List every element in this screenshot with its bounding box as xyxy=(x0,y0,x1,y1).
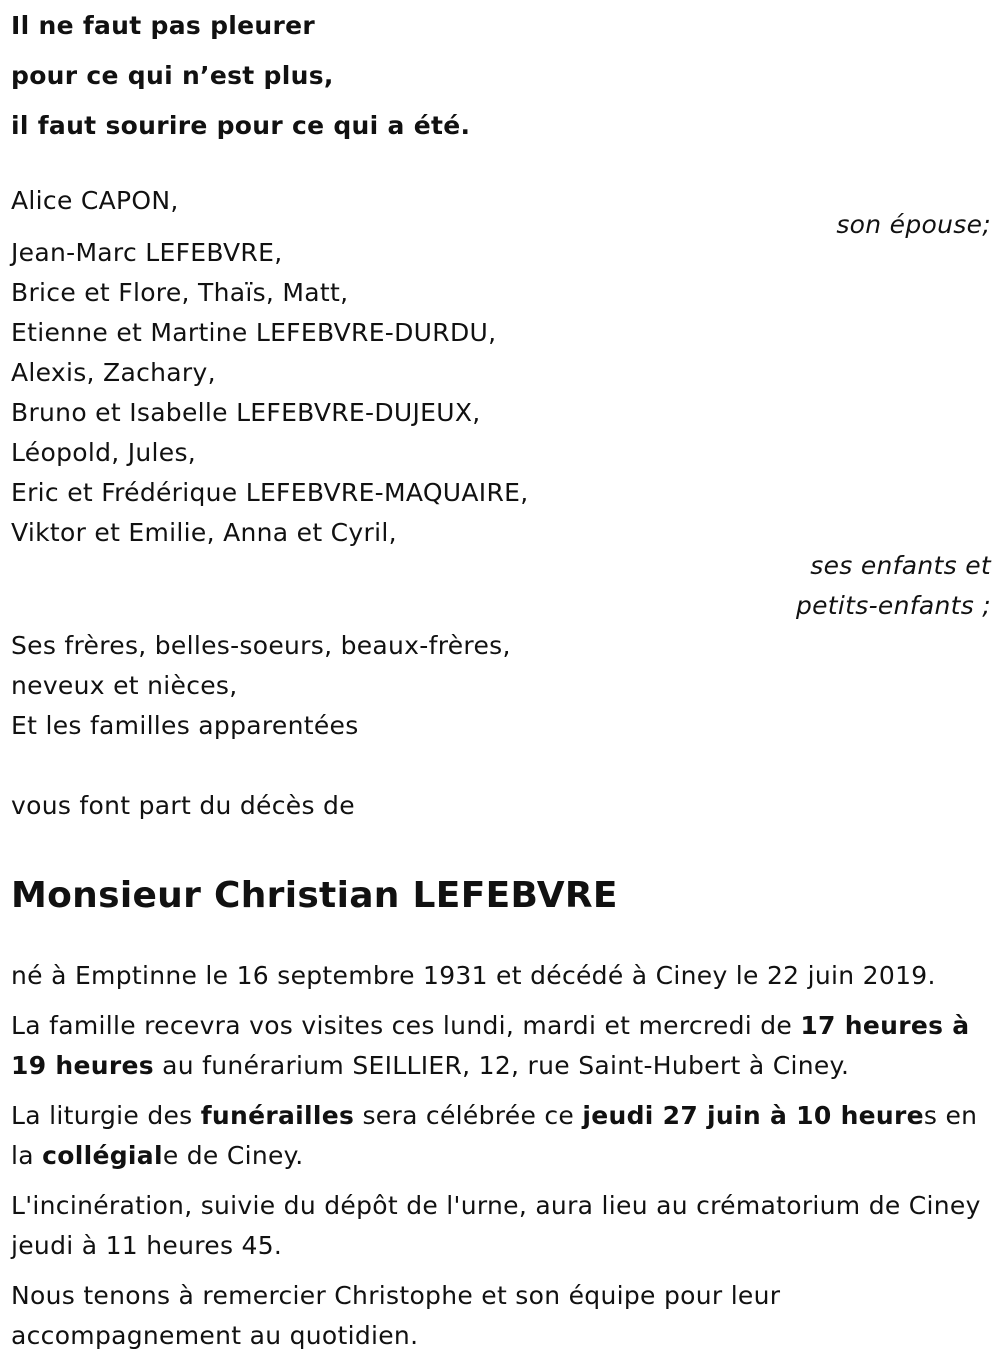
funeral-text xyxy=(11,1096,991,1176)
funeral-part-3: s en la xyxy=(11,1101,978,1170)
relatives-section xyxy=(11,626,991,746)
visits-part-1: La famille recevra vos visites ces lundi, mardi et mercredi de xyxy=(11,1011,801,1040)
obituary-content xyxy=(11,0,991,1366)
deceased-name: Monsieur Christian LEFEBVRE xyxy=(11,875,618,916)
details-section xyxy=(11,956,991,1356)
visits-part-2: au funérarium SEILLIER, 12, rue Saint-Hubert à Ciney. xyxy=(153,1051,850,1080)
family-line: Etienne et Martine LEFEBVRE-DURDU, xyxy=(11,318,497,347)
family-line: Eric et Frédérique LEFEBVRE-MAQUAIRE, xyxy=(11,478,529,507)
children-section xyxy=(11,233,991,626)
announcement-text: vous font part du décès de xyxy=(11,791,355,820)
funeral-place: collégial xyxy=(42,1141,163,1170)
thanks-text: Nous tenons à remercier Christophe et son équipe pour leur accompagnement au quotidien. xyxy=(11,1281,781,1350)
children-role-line-1: ses enfants et xyxy=(810,551,991,580)
quote-line-3: il faut sourire pour ce qui a été. xyxy=(11,111,471,140)
family-line: Jean-Marc LEFEBVRE, xyxy=(11,238,283,267)
funeral-part-4: e de Ciney. xyxy=(162,1141,304,1170)
visits-hours: 17 heures à 19 heures xyxy=(11,1011,970,1080)
funeral-part-2: sera célébrée ce xyxy=(354,1101,583,1130)
visits-text xyxy=(11,1006,991,1086)
relatives-line: Et les familles apparentées xyxy=(11,711,359,740)
funeral-part-1: La liturgie des xyxy=(11,1101,201,1130)
family-line: Viktor et Emilie, Anna et Cyril, xyxy=(11,518,397,547)
quote-line-1: Il ne faut pas pleurer xyxy=(11,11,316,40)
relatives-line: neveux et nièces, xyxy=(11,671,238,700)
quote-line-2: pour ce qui n’est plus, xyxy=(11,61,334,90)
family-line: Léopold, Jules, xyxy=(11,438,197,467)
birth-death-text: né à Emptinne le 16 septembre 1931 et décédé à Ciney le 22 juin 2019. xyxy=(11,961,936,990)
spouse-name: Alice CAPON, xyxy=(11,186,179,215)
family-line: Bruno et Isabelle LEFEBVRE-DUJEUX, xyxy=(11,398,481,427)
relatives-line: Ses frères, belles-soeurs, beaux-frères, xyxy=(11,631,511,660)
family-line: Alexis, Zachary, xyxy=(11,358,216,387)
funeral-datetime: jeudi 27 juin à 10 heure xyxy=(582,1101,924,1130)
family-line: Brice et Flore, Thaïs, Matt, xyxy=(11,278,349,307)
children-role xyxy=(11,546,991,626)
cremation-text: L'incinération, suivie du dépôt de l'urne, aura lieu au crématorium de Ciney jeudi à 11 heures 45. xyxy=(11,1191,981,1260)
children-role-line-2: petits-enfants ; xyxy=(795,591,991,620)
opening-quote xyxy=(11,0,991,151)
funeral-keyword: funérailles xyxy=(200,1101,355,1130)
spouse-role: son épouse; xyxy=(836,210,991,239)
